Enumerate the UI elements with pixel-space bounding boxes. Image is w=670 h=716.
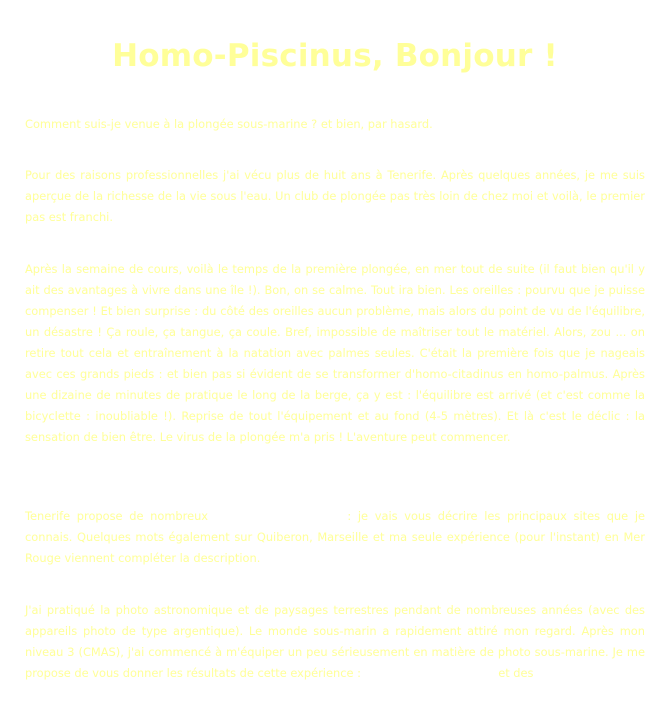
paragraph-dive-sites-text-end: : je vais vous décrire les principaux sites que je connais. Quelques mots également sur Quiberon, Marseille et ma seule expérience (pour l'instant) en Mer Rouge viennent compléter la description. — [25, 509, 645, 565]
page-title: Homo-Piscinus, Bonjour ! — [112, 38, 558, 74]
paragraph-dive-sites — [25, 506, 645, 569]
paragraph-first-dive: Après la semaine de cours, voilà le temps de la première plongée, en mer tout de suite (il faut bien qu'il y ait des avantages à vivre dans une île !). Bon, on se calme. Tout ira bien. Les oreilles : pourvu que je puisse compenser ! Et bien surprise : du côté des oreilles aucun problème, mais alors du point de vu de l'équilibre, un désastre ! Ça roule, ça tangue, ça coule. Bref, impossible de maîtriser tout le matériel. Alors, zou ... on retire tout cela et entraînement à la natation avec palmes seules. C'était la première fois que je nageais avec ces grands pieds : et bien pas si évident de se transformer d'homo-citadinus en homo-palmus. Après une dizaine de minutes de pratique le long de la berge, ça y est : l'équilibre est arrivé (et c'est comme la bicyclette : inoubliable !). Reprise de tout l'équipement et au fond (4-5 mètres). Et là c'est le déclic : la sensation de bien être. Le virus de la plongée m'a pris ! L'aventure peut commencer. — [25, 262, 645, 444]
paragraph-dive-sites-text-start: Tenerife propose de nombreux — [25, 509, 209, 523]
paragraph-tenerife: Pour des raisons professionnelles j'ai vécu plus de huit ans à Tenerife. Après quelques années, je me suis aperçue de la richesse de la vie sous l'eau. Un club de plongée pas très loin de chez moi et voilà, le premier pas est franchi. — [25, 168, 645, 224]
paragraph-photography-text-start: J'ai pratiqué la photo astronomique et de paysages terrestres pendant de nombreuses années (avec des appareils photo de type argentique). Le monde sous-marin a rapidement attiré mon regard. Après mon niveau 3 (CMAS), j'ai commencé à m'équiper un peu sérieusement en matière de photo sous-marine. Je me propose de vous donner les résultats de cette expérience : — [25, 603, 645, 680]
paragraph-intro: Comment suis-je venue à la plongée sous-marine ? et bien, par hasard. — [25, 117, 433, 131]
paragraph-photography-text-end: et des — [498, 666, 534, 680]
paragraph-photography — [25, 600, 645, 684]
